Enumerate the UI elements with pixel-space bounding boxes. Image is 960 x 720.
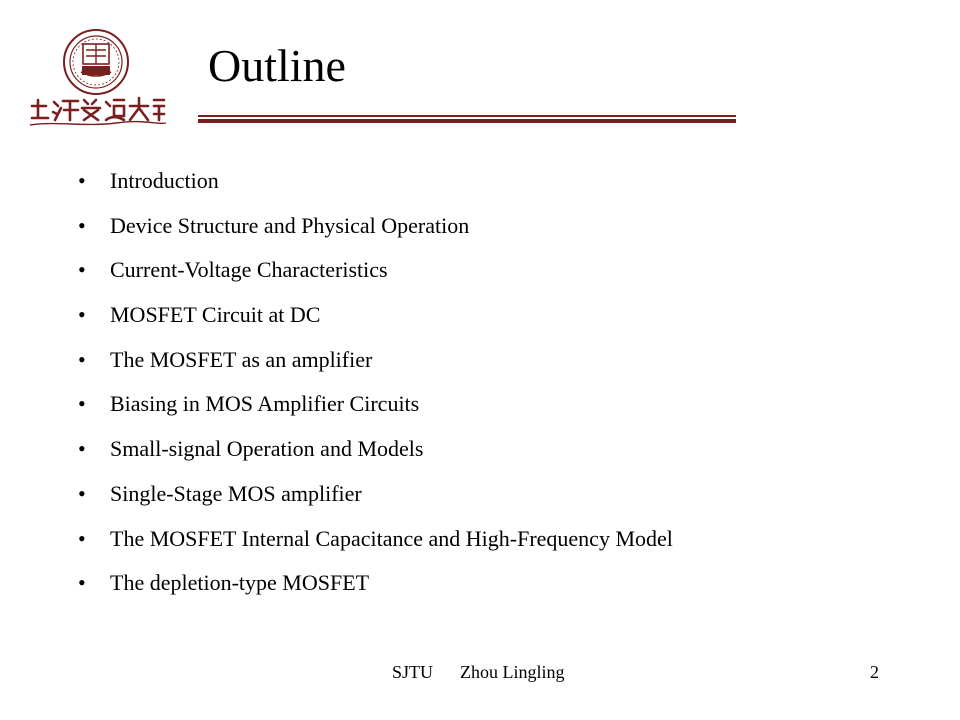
outline-item-text: Device Structure and Physical Operation	[110, 212, 470, 238]
bullet-icon: •	[78, 168, 86, 193]
bullet-icon: •	[78, 346, 86, 372]
outline-item-text: The depletion-type MOSFET	[110, 570, 370, 596]
outline-item	[78, 387, 673, 432]
bullet-icon: •	[78, 391, 86, 417]
outline-item-text: The MOSFET as an amplifier	[110, 346, 373, 372]
outline-item	[78, 298, 673, 343]
outline-item	[78, 343, 673, 388]
title-underline-thin	[198, 115, 736, 117]
outline-item	[78, 566, 673, 611]
page-number: 2	[870, 662, 879, 682]
outline-list	[78, 164, 673, 611]
title-underline-thick	[198, 119, 736, 123]
bullet-icon: •	[78, 257, 86, 283]
outline-item	[78, 432, 673, 477]
bullet-icon: •	[78, 480, 86, 506]
outline-item-text: Small-signal Operation and Models	[110, 436, 424, 462]
outline-item-text: Current-Voltage Characteristics	[110, 257, 388, 283]
footer-org: SJTU	[392, 662, 434, 682]
outline-item-text: MOSFET Circuit at DC	[110, 302, 321, 328]
slide-title: Outline	[208, 40, 346, 91]
outline-item	[78, 522, 673, 567]
university-logo	[26, 28, 168, 132]
bullet-icon: •	[78, 436, 86, 462]
sjtu-emblem-icon	[26, 28, 168, 132]
outline-item-text: Single-Stage MOS amplifier	[110, 480, 362, 506]
title-underline	[198, 115, 736, 125]
outline-item-text: Biasing in MOS Amplifier Circuits	[110, 391, 420, 417]
bullet-icon: •	[78, 525, 86, 551]
bullet-icon: •	[78, 570, 86, 596]
outline-item-text: The MOSFET Internal Capacitance and High-Frequency Model	[110, 525, 673, 551]
bullet-icon: •	[78, 302, 86, 328]
outline-item	[78, 253, 673, 298]
bullet-icon: •	[78, 212, 86, 238]
outline-item	[78, 164, 673, 209]
outline-item	[78, 209, 673, 254]
footer-author: Zhou Lingling	[460, 662, 565, 682]
slide-footer	[392, 662, 565, 683]
outline-item-text: Introduction	[110, 168, 219, 193]
outline-item	[78, 477, 673, 522]
